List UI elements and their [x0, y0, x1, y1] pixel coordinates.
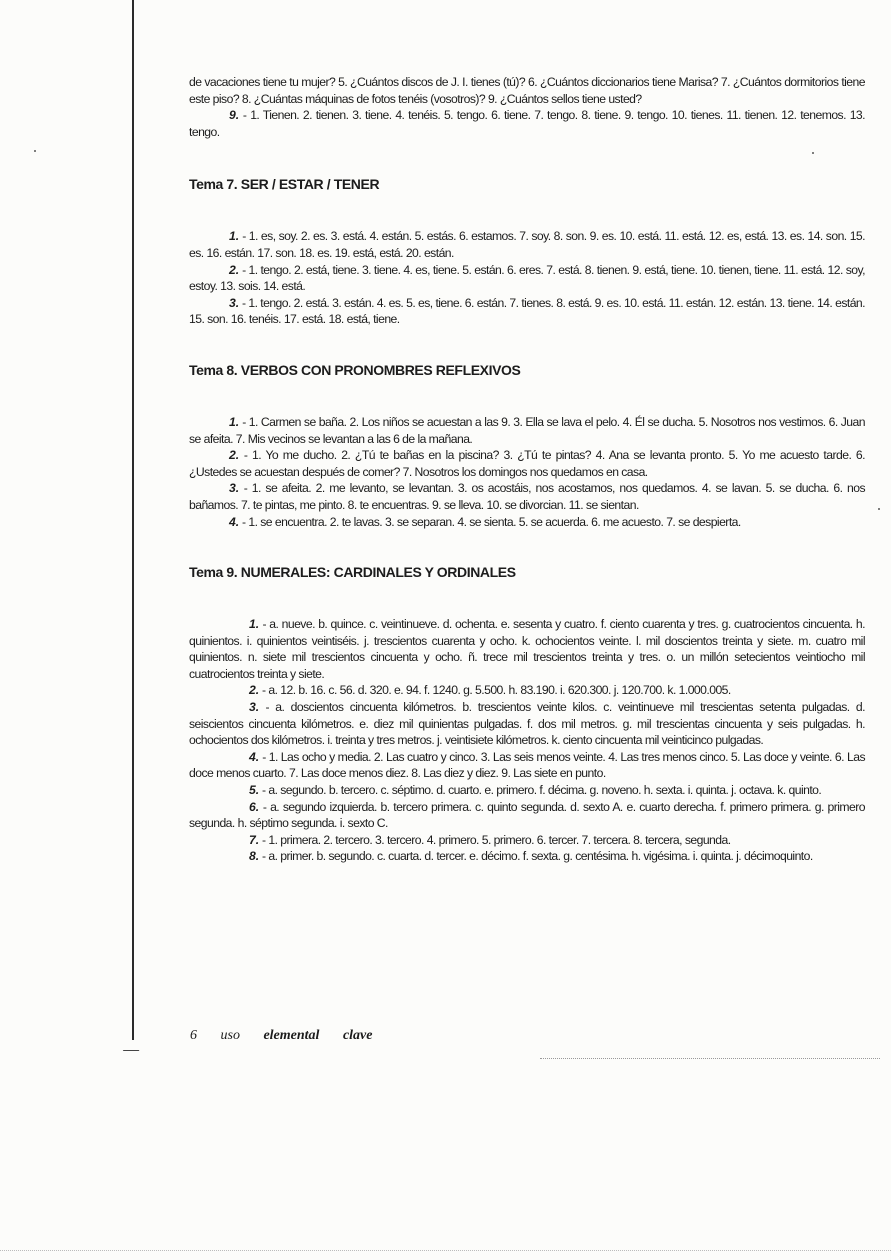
page-footer	[190, 1028, 392, 1044]
exercise-number: 5.	[249, 783, 260, 798]
intro-paragraph: de vacaciones tiene tu mujer? 5. ¿Cuántos discos de J. I. tienes (tú)? 6. ¿Cuántos diccionarios tiene Marisa? 7. ¿Cuántos dormitorios tiene este piso? 8. ¿Cuántas máquinas de fotos tenéis (vosotros)? 9. ¿Cuántos sellos tiene usted?	[189, 75, 865, 106]
scan-speck	[34, 150, 36, 152]
exercise-number: 2.	[229, 262, 240, 277]
exercise-text: - a. segundo izquierda. b. tercero primera. c. quinto segunda. d. sexto A. e. cuarto derecha. f. primero primera. g. primero segunda. h. séptimo segunda. i. sexto C.	[189, 799, 865, 831]
exercise-text: - 1. Las ocho y media. 2. Las cuatro y cinco. 3. Las seis menos veinte. 4. Las tres menos cinco. 5. Las doce y veinte. 6. Las doce menos cuarto. 7. Las doce menos diez. 8. Las diez y diez. 9. Las siete en punto.	[189, 749, 865, 781]
exercise-9-answers	[189, 107, 865, 140]
exercise-answers	[189, 799, 865, 832]
exercise-answers	[189, 616, 865, 682]
exercise-answers	[189, 749, 865, 782]
exercise-text: - 1. se encuentra. 2. te lavas. 3. se separan. 4. se sienta. 5. se acuerda. 6. me acuesto. 7. se despierta.	[239, 514, 741, 529]
exercise-answers	[189, 782, 865, 799]
exercise-answers	[189, 262, 865, 295]
scan-speck	[878, 508, 880, 510]
binding-line	[132, 0, 134, 1040]
tema-7-section	[189, 228, 865, 328]
exercise-number: 8.	[249, 849, 260, 864]
exercise-answers	[189, 682, 865, 699]
exercise-text: - 1. primera. 2. tercero. 3. tercero. 4. primero. 5. primero. 6. tercer. 7. tercera. 8. tercera, segunda.	[259, 832, 731, 847]
page-number: 6	[190, 1028, 197, 1043]
exercise-number: 7.	[249, 832, 260, 847]
tema-9-section	[189, 616, 865, 865]
exercise-text: - 1. Yo me ducho. 2. ¿Tú te bañas en la piscina? 3. ¿Tú te pintas? 4. Ana se levanta pronto. 5. Yo me acuesto tarde. 6. ¿Ustedes se acuestan después de comer? 7. Nosotros los domingos nos quedamos en casa.	[189, 448, 865, 479]
page-edge	[0, 1250, 891, 1251]
scan-artifact-line	[540, 1058, 880, 1059]
exercise-answers	[189, 414, 865, 447]
exercise-answers	[189, 480, 865, 513]
exercise-number: 9.	[229, 108, 240, 123]
exercise-text: - a. primer. b. segundo. c. cuarta. d. tercer. e. décimo. f. sexta. g. centésima. h. vigésima. i. quinta. j. décimoquinto.	[259, 849, 813, 864]
exercise-text: - 1. Carmen se baña. 2. Los niños se acuestan a las 9. 3. Ella se lava el pelo. 4. Él se ducha. 5. Nosotros nos vestimos. 6. Juan se afeita. 7. Mis vecinos se levantan a las 6 de la mañana.	[189, 414, 865, 446]
exercise-number: 2.	[229, 448, 240, 463]
exercise-number: 3.	[229, 295, 240, 310]
exercise-answers	[189, 514, 865, 531]
exercise-text: - a. 12. b. 16. c. 56. d. 320. e. 94. f. 1240. g. 5.500. h. 83.190. i. 620.300. j. 120.700. k. 1.000.005.	[259, 683, 731, 698]
series-name: uso	[220, 1028, 240, 1043]
answer-key-content	[189, 74, 865, 865]
exercise-text: - 1. tengo. 2. está. 3. están. 4. es. 5. es, tiene. 6. están. 7. tienes. 8. está. 9. es. 10. está. 11. están. 12. están. 13. tiene. 14. están. 15. son. 16. tenéis. 17. está. 18. está, tiene.	[189, 295, 865, 327]
exercise-text: - 1. Tienen. 2. tienen. 3. tiene. 4. tenéis. 5. tengo. 6. tiene. 7. tengo. 8. tiene. 9. tengo. 10. tienes. 11. tienen. 12. tenemos. 13. tengo.	[189, 108, 865, 139]
exercise-number: 1.	[249, 617, 260, 632]
tema-8-heading: Tema 8. VERBOS CON PRONOMBRES REFLEXIVOS	[189, 361, 521, 378]
exercise-number: 3.	[229, 481, 240, 496]
exercise-number: 2.	[249, 683, 260, 698]
exercise-number: 6.	[249, 799, 260, 814]
exercise-number: 1.	[229, 229, 240, 244]
tema-9-heading: Tema 9. NUMERALES: CARDINALES Y ORDINALES	[189, 564, 516, 581]
exercise-number: 4.	[249, 749, 260, 764]
exercise-text: - 1. se afeita. 2. me levanto, se levantan. 3. os acostáis, nos acostamos, nos quedamos. 4. se lavan. 5. se ducha. 6. nos bañamos. 7. te pintas, me pinto. 8. te encuentras. 9. se lleva. 10. se divorcian. 11. se sientan.	[189, 481, 865, 512]
tema-7-heading: Tema 7. SER / ESTAR / TENER	[189, 176, 380, 193]
exercise-text: - 1. es, soy. 2. es. 3. está. 4. están. 5. estás. 6. estamos. 7. soy. 8. son. 9. es. 10. está. 11. está. 12. es, está. 13. es. 14. son. 15. es. 16. están. 17. son. 18. es. 19. está, está. 20. están.	[189, 229, 865, 260]
tema-8-section	[189, 414, 865, 530]
exercise-answers	[189, 228, 865, 261]
exercise-text: - a. segundo. b. tercero. c. séptimo. d. cuarto. e. primero. f. décima. g. noveno. h. sexta. i. quinta. j. octava. k. quinto.	[259, 783, 822, 798]
exercise-text: - a. nueve. b. quince. c. veintinueve. d. ochenta. e. sesenta y cuatro. f. ciento cuarenta y tres. g. cuatrocientos cincuenta. h. quinientos. i. quinientos veintiséis. j. trescientos cuarenta y ocho. k. ochocientos veinte. l. mil doscientos treinta y siete. m. cuatro mil quinientos. n. siete mil trescientos cincuenta y ocho. ñ. trece mil trescientos treinta y tres. o. un millón setecientos veintiocho mil cuatrocientos treinta y siete.	[189, 617, 865, 681]
exercise-answers	[189, 832, 865, 849]
exercise-number: 3.	[249, 700, 260, 715]
exercise-answers	[189, 295, 865, 328]
exercise-answers	[189, 447, 865, 480]
exercise-number: 1.	[229, 414, 240, 429]
exercise-text: - a. doscientos cincuenta kilómetros. b. trescientos veinte kilos. c. veintinueve mil trescientas setenta pulgadas. d. seiscientos cincuenta kilómetros. e. diez mil quinientas pulgadas. f. dos mil metros. g. mil trescientas cincuenta y seis pulgadas. h. ochocientos dos kilómetros. i. treinta y tres metros. j. veintisiete kilómetros. k. ciento cincuenta mil veinticinco pulgadas.	[189, 700, 865, 748]
exercise-answers	[189, 699, 865, 749]
binding-mark	[123, 1040, 145, 1051]
exercise-text: - 1. tengo. 2. está, tiene. 3. tiene. 4. es, tiene. 5. están. 6. eres. 7. está. 8. tienen. 9. está, tiene. 10. tienen, tiene. 11. está. 12. soy, estoy. 13. sois. 14. está.	[189, 262, 865, 294]
level-name: elemental	[263, 1028, 320, 1043]
exercise-number: 4.	[229, 514, 240, 529]
key-label: clave	[342, 1028, 373, 1043]
exercise-answers	[189, 848, 865, 865]
